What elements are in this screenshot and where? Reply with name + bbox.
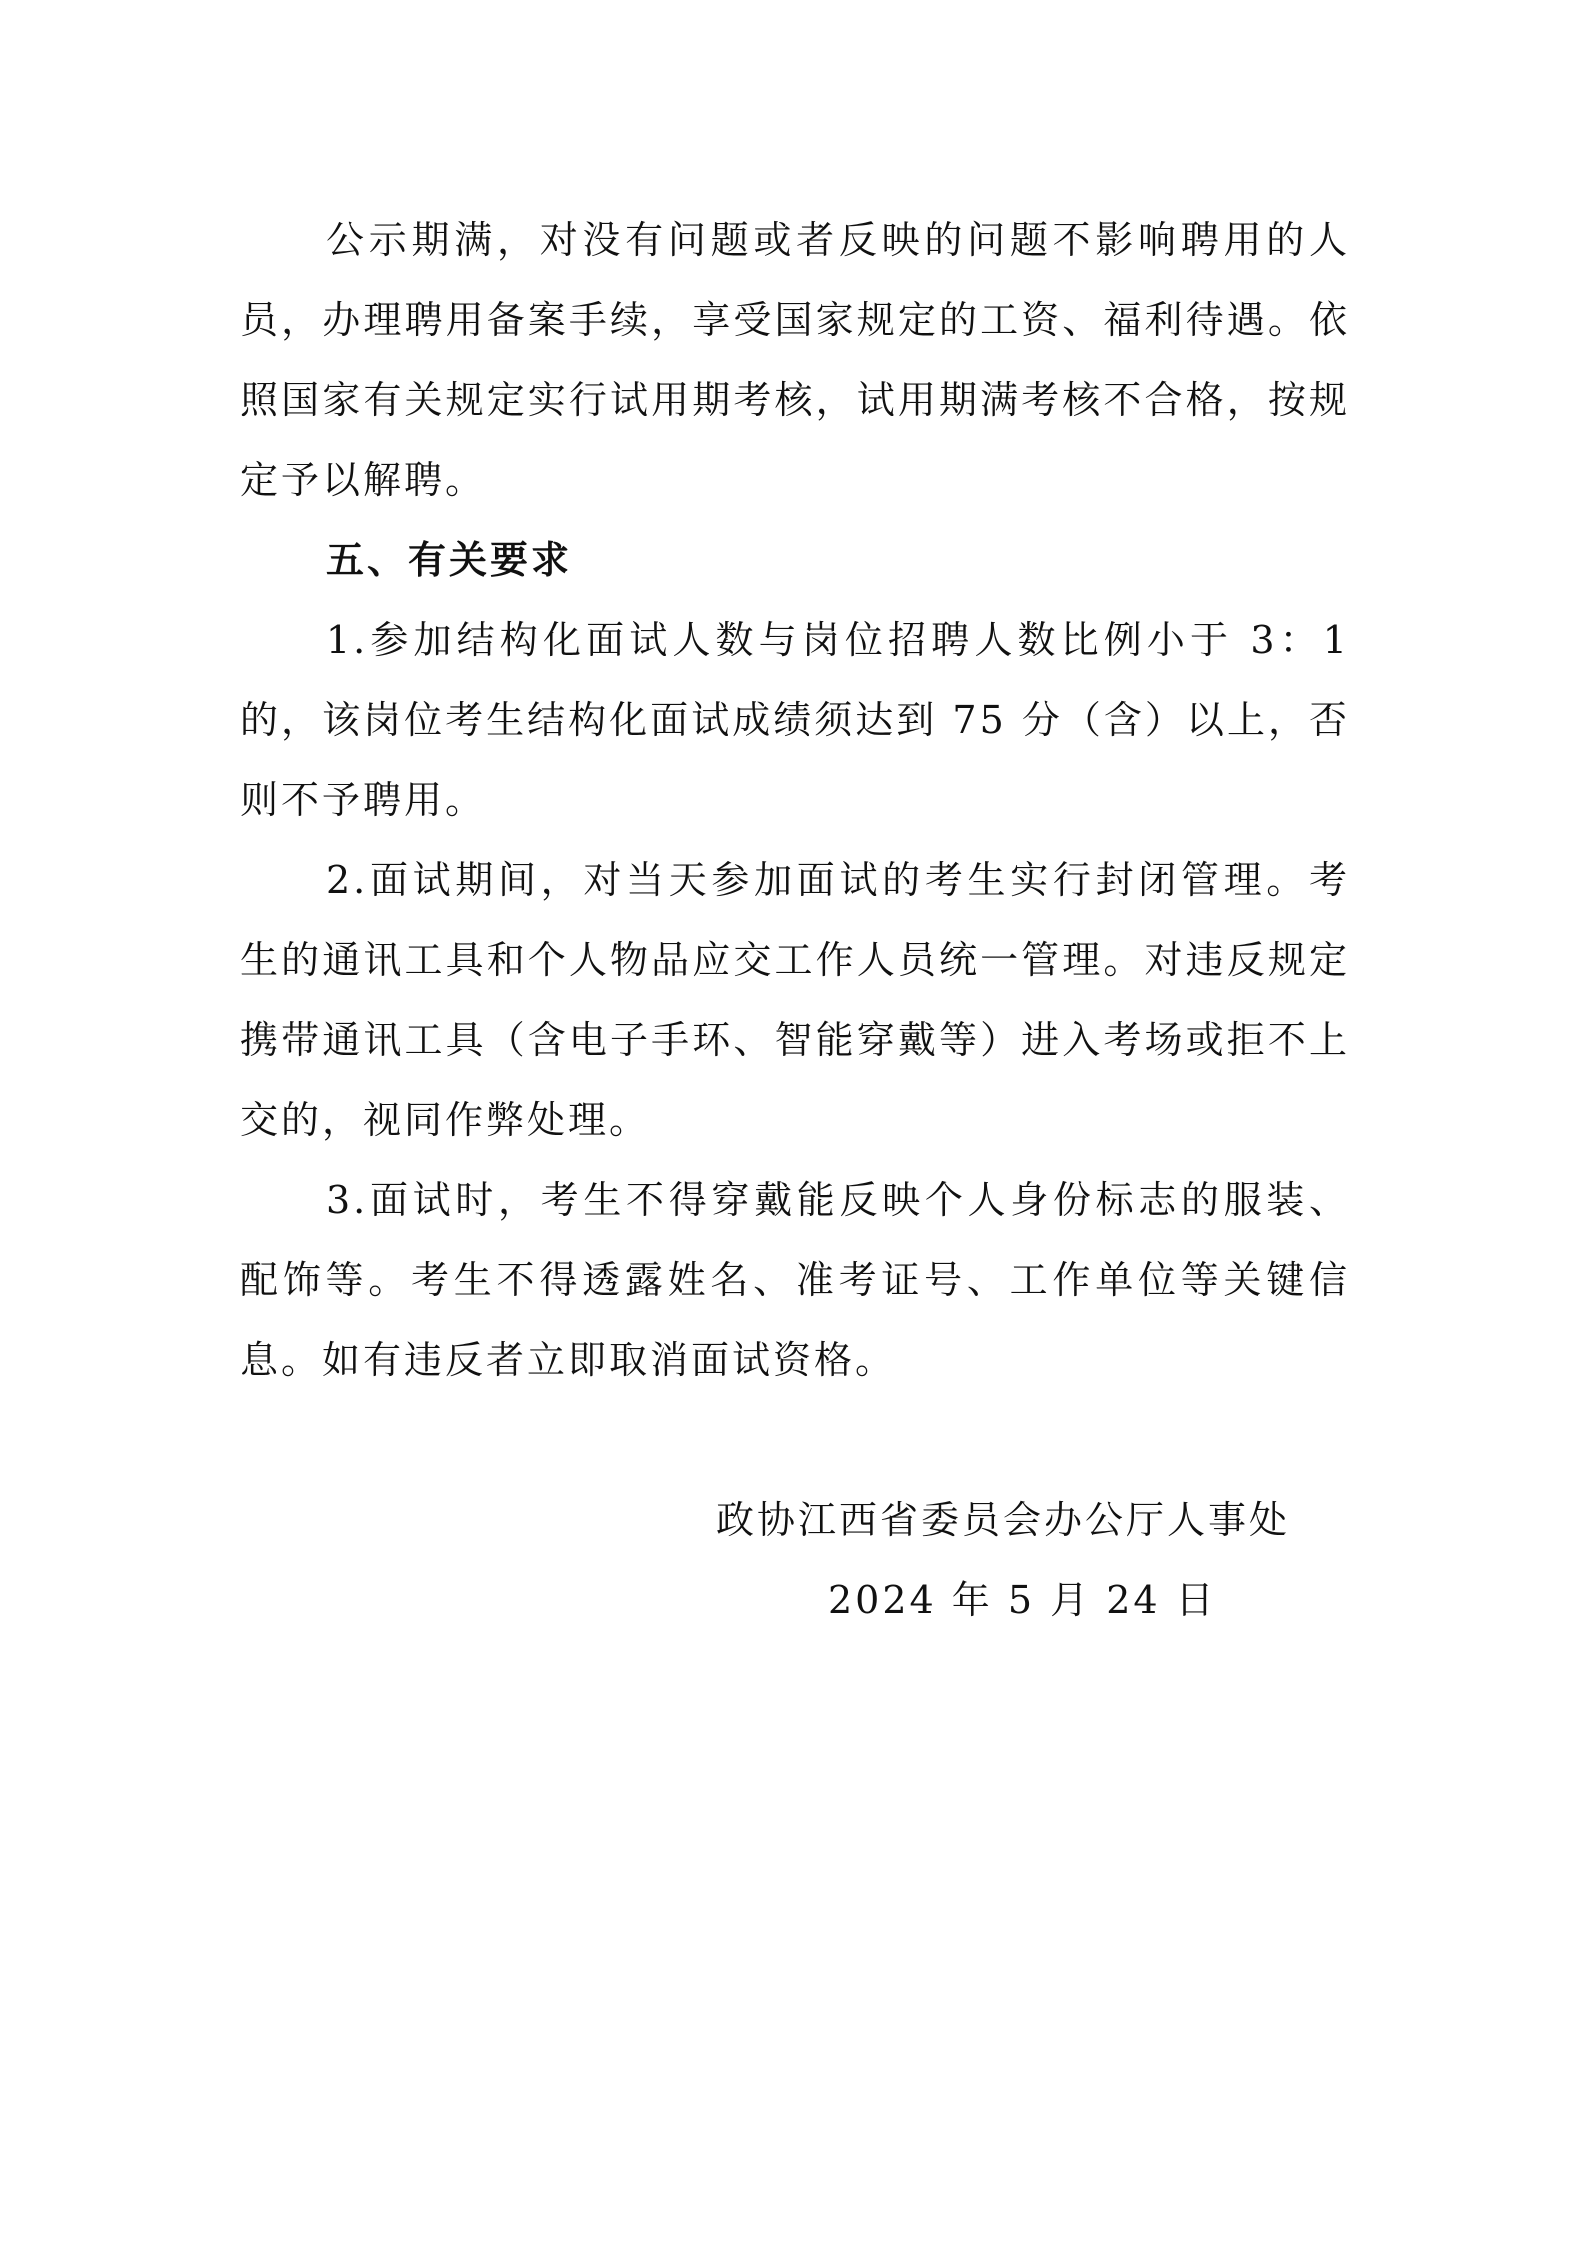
signature-organization: 政协江西省委员会办公厅人事处 (716, 1498, 1291, 1542)
signature-date: 2024 年 5 月 24 日 (828, 1578, 1217, 1622)
section-heading-requirements: 五、有关要求 (326, 538, 573, 582)
signature-block (716, 1480, 1356, 1640)
document-body (240, 200, 1350, 1400)
paragraph-publicity-end: 公示期满，对没有问题或者反映的问题不影响聘用的人员，办理聘用备案手续，享受国家规定的工资、福利待遇。依照国家有关规定实行试用期考核，试用期满考核不合格，按规定予以解聘。 (240, 218, 1350, 502)
paragraph-requirement-1: 1.参加结构化面试人数与岗位招聘人数比例小于 3：1 的，该岗位考生结构化面试成绩须达到 75 分（含）以上，否则不予聘用。 (240, 618, 1350, 822)
paragraph-requirement-3: 3.面试时，考生不得穿戴能反映个人身份标志的服装、配饰等。考生不得透露姓名、准考证号、工作单位等关键信息。如有违反者立即取消面试资格。 (240, 1178, 1350, 1382)
paragraph-requirement-2: 2.面试期间，对当天参加面试的考生实行封闭管理。考生的通讯工具和个人物品应交工作人员统一管理。对违反规定携带通讯工具（含电子手环、智能穿戴等）进入考场或拒不上交的，视同作弊处理。 (240, 858, 1350, 1142)
